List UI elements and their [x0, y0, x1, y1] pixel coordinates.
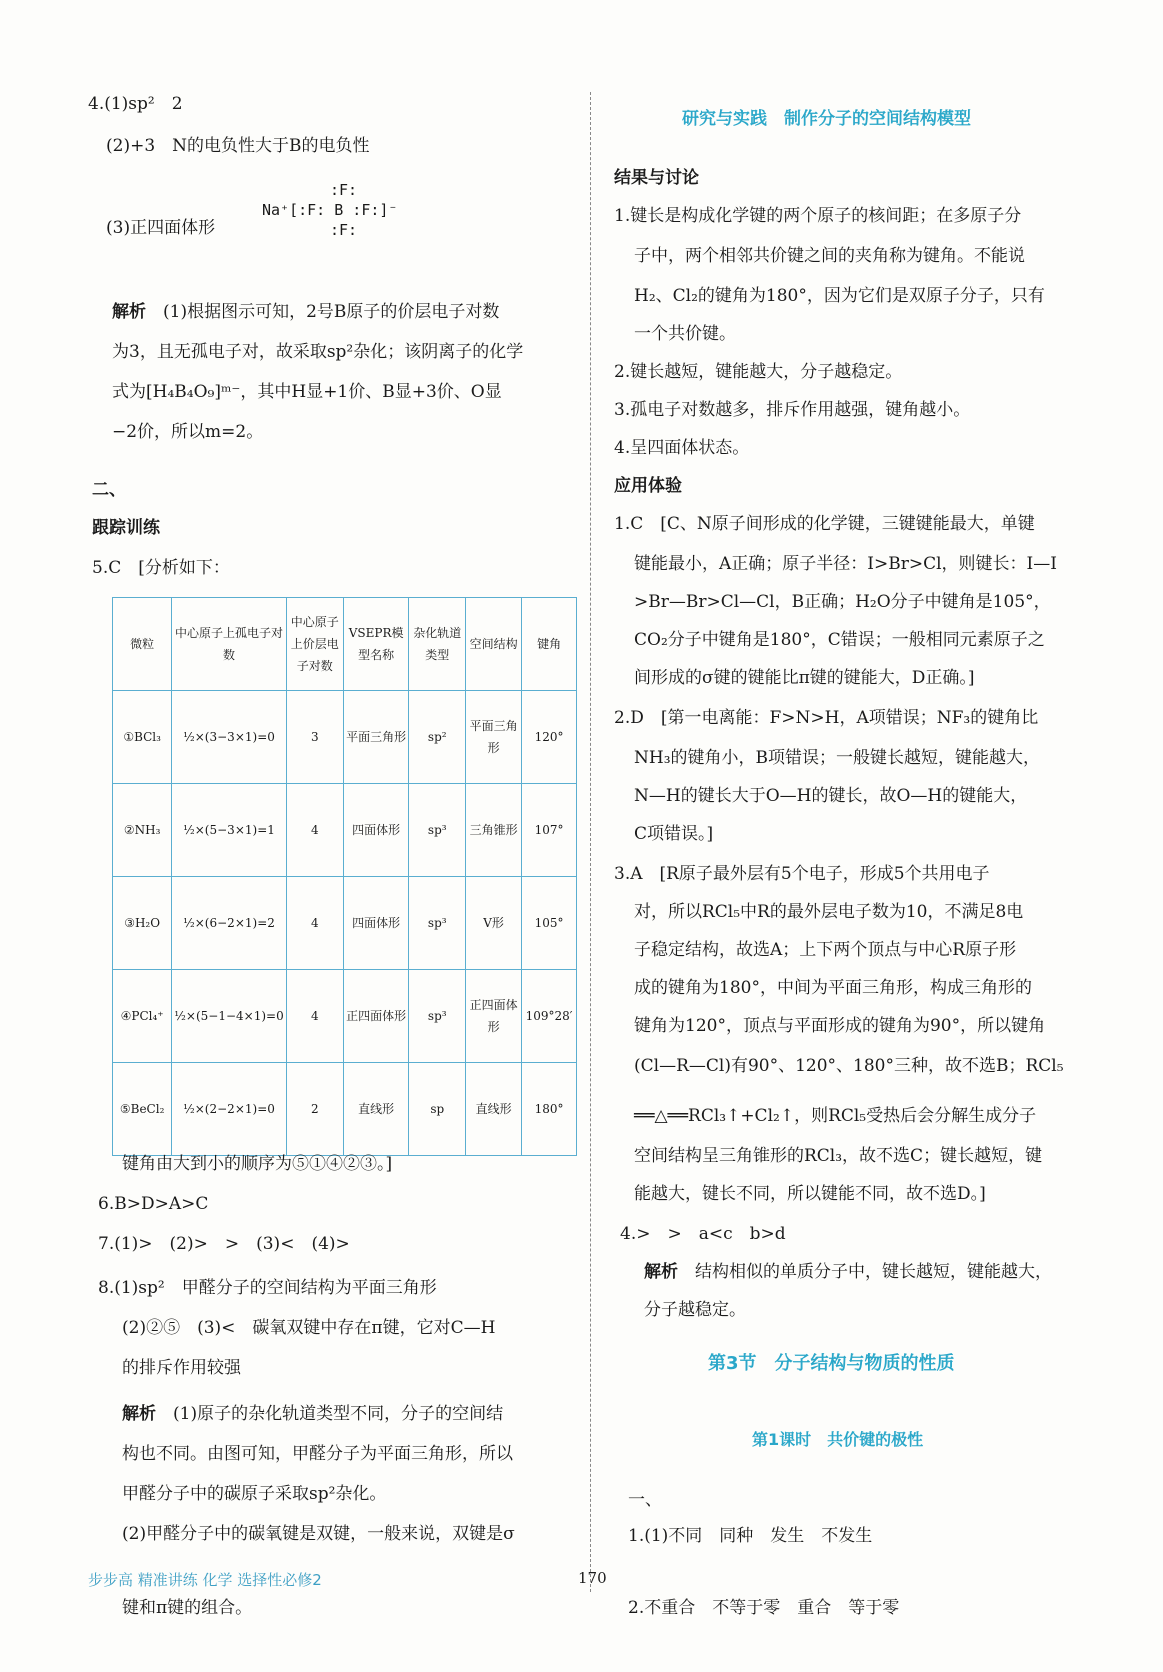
- apply-4-analysis-label: 解析: [644, 1262, 678, 1282]
- table-cell: ②NH₃: [113, 784, 172, 877]
- table-cell: 4: [286, 970, 343, 1063]
- answer-4-3: (3)正四面体形: [106, 218, 216, 238]
- table-cell: sp³: [409, 970, 466, 1063]
- page-number: 170: [578, 1569, 607, 1587]
- practice-title: 研究与实践 制作分子的空间结构模型: [682, 109, 971, 129]
- table-header: 中心原子上价层电子对数: [286, 598, 343, 691]
- table-row: [113, 1063, 577, 1156]
- section-two: 二、: [92, 480, 126, 500]
- table-row: [113, 691, 577, 784]
- result-1-line-2: 子中，两个相邻共价键之间的夹角称为键角。不能说: [634, 246, 1025, 266]
- answer-8-2: (2)②⑤ (3)< 碳氧双键中存在π键，它对C—H: [122, 1318, 496, 1338]
- result-2: 2.键长越短，键能越大，分子越稳定。: [614, 362, 903, 382]
- column-divider: [590, 92, 591, 1592]
- analysis-line-2: 为3，且无孤电子对，故采取sp²杂化；该阴离子的化学: [112, 342, 524, 362]
- analysis-line-4: −2价，所以m=2。: [112, 422, 264, 442]
- apply-3-line-6: (Cl—R—Cl)有90°、120°、180°三种，故不选B；RCl₅: [634, 1056, 1064, 1076]
- table-cell: 平面三角形: [343, 691, 409, 784]
- result-1-line-1: 1.键长是构成化学键的两个原子的核间距；在多原子分: [614, 206, 1022, 226]
- table-cell: ①BCl₃: [113, 691, 172, 784]
- table-row: [113, 970, 577, 1063]
- footer-book-title: 步步高 精准讲练 化学 选择性必修2: [88, 1571, 322, 1589]
- apply-4: 4.> > a<c b>d: [620, 1224, 786, 1244]
- apply-3-line-9: 能越大，键长不同，所以键能不同，故不选D。]: [634, 1184, 986, 1204]
- analysis-label: 解析: [112, 302, 146, 322]
- table-cell: 4: [286, 877, 343, 970]
- apply-2-line-4: C项错误。]: [634, 824, 714, 844]
- table-header: 微粒: [113, 598, 172, 691]
- apply-2-line-3: N—H的键长大于O—H的键长，故O—H的键能大，: [634, 786, 1028, 806]
- apply-1-line-5: 间形成的σ键的键能比π键的键能大，D正确。]: [634, 668, 975, 688]
- table-cell: 四面体形: [343, 877, 409, 970]
- table-cell: sp²: [409, 691, 466, 784]
- table-cell: V形: [466, 877, 522, 970]
- analysis8-line-4: (2)甲醛分子中的碳氧键是双键，一般来说，双键是σ: [122, 1524, 515, 1544]
- table-cell: ⑤BeCl₂: [113, 1063, 172, 1156]
- analysis8-line-3: 甲醛分子中的碳原子采取sp²杂化。: [122, 1484, 387, 1504]
- answer-5: 5.C [分析如下：: [92, 558, 230, 578]
- answer-8-1: 8.(1)sp² 甲醛分子的空间结构为平面三角形: [98, 1278, 437, 1298]
- table-cell: 3: [286, 691, 343, 784]
- section-one: 一、: [628, 1490, 662, 1510]
- answer-6: 6.B>D>A>C: [98, 1194, 209, 1214]
- apply-1-line-2: 键能最小，A正确；原子半径：I>Br>Cl，则键长：I—I: [634, 554, 1057, 574]
- summary-1: 1.(1)不同 同种 发生 不发生: [628, 1526, 873, 1546]
- table-cell: 四面体形: [343, 784, 409, 877]
- table-cell: 2: [286, 1063, 343, 1156]
- results-heading: 结果与讨论: [614, 168, 699, 188]
- result-1-line-3: H₂、Cl₂的键角为180°，因为它们是双原子分子，只有: [634, 286, 1045, 306]
- apply-4-exp-2: 分子越稳定。: [644, 1300, 746, 1320]
- table-cell: 180°: [522, 1063, 577, 1156]
- tracking-heading: 跟踪训练: [92, 518, 160, 538]
- analysis-line-1: (1)根据图示可知，2号B原子的价层电子对数: [163, 302, 500, 322]
- analysis8-line-2: 构也不同。由图可知，甲醛分子为平面三角形，所以: [122, 1444, 513, 1464]
- table-cell: 4: [286, 784, 343, 877]
- analysis8-line-5: 键和π键的组合。: [122, 1598, 253, 1618]
- lesson-1-title: 第1课时 共价键的极性: [752, 1430, 924, 1449]
- apply-1-line-3: >Br—Br>Cl—Cl，B正确；H₂O分子中键角是105°，: [634, 592, 1051, 612]
- apply-3-line-4: 成的键角为180°，中间为平面三角形，构成三角形的: [634, 978, 1032, 998]
- table-cell: 109°28′: [522, 970, 577, 1063]
- apply-3-line-2: 对，所以RCl₅中R的最外层电子数为10，不满足8电: [634, 902, 1024, 922]
- result-3: 3.孤电子对数越多，排斥作用越强，键角越小。: [614, 400, 971, 420]
- table-cell: 平面三角形: [466, 691, 522, 784]
- summary-2: 2.不重合 不等于零 重合 等于零: [628, 1598, 900, 1618]
- table-cell: ③H₂O: [113, 877, 172, 970]
- table-header: 空间结构: [466, 598, 522, 691]
- analysis-table: [112, 597, 577, 1156]
- result-1-line-4: 一个共价键。: [634, 324, 736, 344]
- table-cell: 120°: [522, 691, 577, 784]
- apply-3-line-8: 空间结构呈三角锥形的RCl₃，故不选C；键长越短，键: [634, 1146, 1043, 1166]
- table-cell: sp³: [409, 877, 466, 970]
- table-row: [113, 784, 577, 877]
- section-3-title: 第3节 分子结构与物质的性质: [708, 1353, 955, 1374]
- answer-4-2: (2)+3 N的电负性大于B的电负性: [106, 136, 370, 156]
- table-header: 杂化轨道类型: [409, 598, 466, 691]
- bond-angle-order: 键角由大到小的顺序为⑤①④②③。]: [122, 1154, 393, 1174]
- table-cell: ④PCl₄⁺: [113, 970, 172, 1063]
- table-cell: ½×(5−1−4×1)=0: [172, 970, 286, 1063]
- table-cell: 105°: [522, 877, 577, 970]
- apply-3-line-3: 子稳定结构，故选A；上下两个顶点与中心R原子形: [634, 940, 1017, 960]
- table-cell: 正四面体形: [343, 970, 409, 1063]
- table-cell: sp³: [409, 784, 466, 877]
- answer-7: 7.(1)> (2)> > (3)< (4)>: [98, 1234, 350, 1254]
- table-cell: ½×(5−3×1)=1: [172, 784, 286, 877]
- answer-8-3: 的排斥作用较强: [122, 1358, 241, 1378]
- table-cell: 三角锥形: [466, 784, 522, 877]
- answer-4-1: 4.(1)sp² 2: [88, 94, 183, 114]
- apply-3-line-5: 键角为120°，顶点与平面形成的键角为90°，所以键角: [634, 1016, 1046, 1036]
- table-header: VSEPR模型名称: [343, 598, 409, 691]
- table-cell: 107°: [522, 784, 577, 877]
- table-cell: ½×(6−2×1)=2: [172, 877, 286, 970]
- lewis-top: :F:: [330, 181, 358, 199]
- apply-4-exp-1: 结构相似的单质分子中，键长越短，键能越大，: [695, 1262, 1052, 1282]
- apply-heading: 应用体验: [614, 476, 682, 496]
- table-header: 键角: [522, 598, 577, 691]
- analysis8-line-1: (1)原子的杂化轨道类型不同，分子的空间结: [173, 1404, 504, 1424]
- analysis-line-3: 式为[H₄B₄O₉]ᵐ⁻，其中H显+1价、B显+3价、O显: [112, 382, 502, 402]
- table-cell: ½×(2−2×1)=0: [172, 1063, 286, 1156]
- apply-1-line-1: 1.C [C、N原子间形成的化学键，三键键能最大，单键: [614, 514, 1035, 534]
- table-cell: 正四面体形: [466, 970, 522, 1063]
- lewis-bottom: :F:: [330, 221, 358, 239]
- lewis-middle: Na⁺[:F: B :F:]⁻: [262, 201, 398, 219]
- apply-3-line-1: 3.A [R原子最外层有5个电子，形成5个共用电子: [614, 864, 990, 884]
- table-cell: 直线形: [466, 1063, 522, 1156]
- table-cell: sp: [409, 1063, 466, 1156]
- table-header-row: [113, 598, 577, 691]
- apply-1-line-4: CO₂分子中键角是180°，C错误；一般相同元素原子之: [634, 630, 1045, 650]
- table-cell: ½×(3−3×1)=0: [172, 691, 286, 784]
- table-cell: 直线形: [343, 1063, 409, 1156]
- analysis8-label: 解析: [122, 1404, 156, 1424]
- apply-2-line-1: 2.D [第一电离能：F>N>H，A项错误；NF₃的键角比: [614, 708, 1039, 728]
- table-header: 中心原子上孤电子对数: [172, 598, 286, 691]
- lewis-structure: [262, 180, 397, 240]
- apply-3-line-7: ══△══RCl₃↑+Cl₂↑，则RCl₅受热后会分解生成分子: [634, 1106, 1037, 1126]
- table-row: [113, 877, 577, 970]
- result-4: 4.呈四面体状态。: [614, 438, 750, 458]
- apply-2-line-2: NH₃的键角小，B项错误；一般键长越短，键能越大，: [634, 748, 1041, 768]
